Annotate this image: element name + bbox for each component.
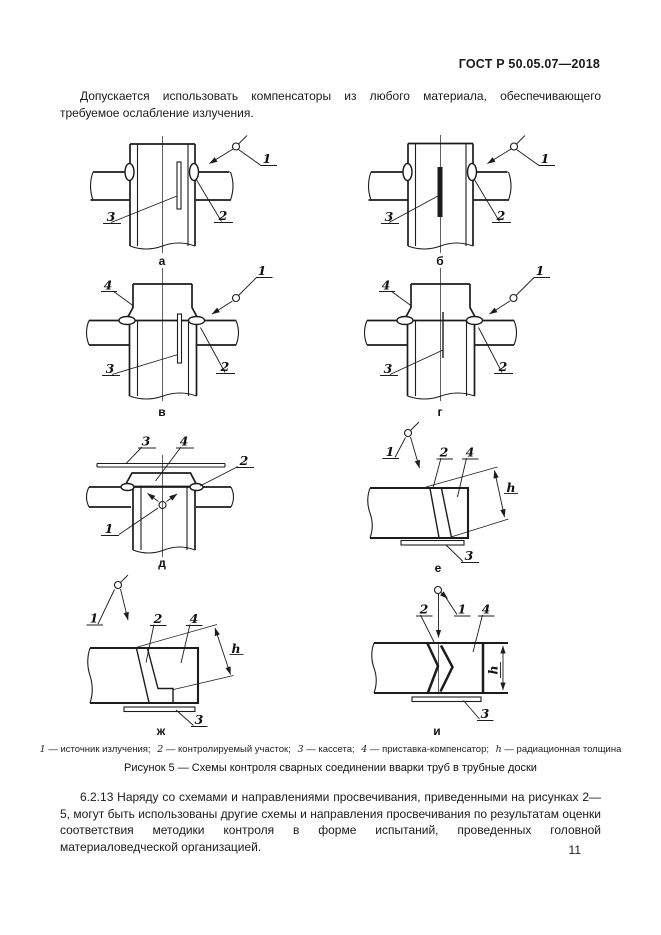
callout-cassette: 3 (464, 548, 474, 563)
leader-4 (379, 291, 412, 306)
radiation-source-icon (210, 136, 248, 164)
radiation-source-icon (405, 422, 420, 468)
callout-section: 2 (153, 611, 163, 626)
leader-4 (181, 625, 203, 664)
callout-cassette: 3 (384, 209, 394, 224)
cassette (401, 541, 464, 546)
cassette (124, 707, 195, 712)
panel-i (372, 587, 508, 739)
tube-and-plate (91, 136, 234, 253)
callout-cassette: 3 (141, 433, 151, 449)
callout-cassette: 3 (194, 712, 204, 727)
cassette (177, 162, 181, 209)
callout-section: 2 (419, 601, 429, 617)
panel-label-b: б (436, 254, 444, 268)
callout-section: 2 (220, 359, 230, 374)
tube-board-block (368, 488, 468, 538)
legend-symbol: 2 (157, 744, 164, 755)
callout-section: 2 (498, 359, 508, 374)
callout-compensator: 4 (189, 611, 199, 626)
legend-symbol: 4 (361, 744, 368, 755)
callout-source: 1 (262, 151, 272, 166)
callout-section: 2 (496, 208, 506, 223)
panel-label-i: и (433, 724, 441, 738)
callout-compensator: 4 (481, 601, 491, 617)
legend-text: — радиационная толщина (504, 744, 622, 755)
panel-label-g: г (437, 405, 443, 419)
callout-cassette: 3 (480, 706, 490, 721)
panel-label-e: е (434, 561, 442, 575)
callout-section: 2 (218, 208, 228, 223)
panel-label-zh: ж (156, 724, 166, 738)
legend-item (40, 744, 151, 755)
standard-number: ГОСТ Р 50.05.07—2018 (458, 57, 600, 71)
callout-cassette: 3 (105, 361, 115, 376)
callout-compensator: 4 (465, 444, 475, 460)
leader-1 (516, 278, 550, 296)
callout-thickness: h (231, 641, 241, 656)
cassette (178, 314, 182, 363)
callout-source: 1 (535, 263, 545, 278)
radiation-source-icon (490, 295, 518, 315)
callout-thickness: h (506, 480, 516, 495)
leader-2 (200, 467, 254, 487)
callout-section: 2 (239, 453, 249, 468)
legend-item (157, 744, 291, 755)
cassette (438, 167, 443, 217)
panel-g (365, 263, 551, 419)
tube-board-block (88, 648, 198, 703)
panel-a (91, 136, 278, 269)
leader-2 (201, 328, 236, 374)
callout-section: 2 (439, 444, 449, 460)
figure-caption: Рисунок 5 — Схемы контроля сварных соединении вварки труб в трубные доски (124, 762, 537, 774)
callout-thickness: h (485, 665, 501, 675)
legend-item (298, 744, 355, 755)
callout-source: 1 (257, 263, 267, 278)
panel-label-a: а (158, 254, 166, 268)
callout-cassette: 3 (106, 209, 116, 224)
leader-3 (127, 447, 157, 463)
compensator-funnel (125, 473, 198, 487)
callout-compensator: 4 (103, 277, 113, 293)
leader-3 (446, 545, 480, 563)
page-number: 11 (568, 843, 581, 857)
panel-v (87, 263, 273, 419)
legend-item (361, 744, 489, 755)
legend-text: — контролируемый участок; (165, 744, 291, 755)
radiation-source-icon (488, 136, 526, 164)
callout-source: 1 (457, 601, 467, 617)
leader-2 (433, 458, 453, 488)
cassette (412, 697, 481, 702)
panel-label-d: д (158, 556, 166, 570)
thickness-dimension (501, 646, 504, 690)
callout-source: 1 (385, 444, 395, 459)
panel-e (368, 422, 518, 575)
tube-and-plate (87, 455, 234, 557)
callout-source: 1 (104, 521, 114, 536)
body-paragraph: 6.2.13 Наряду со схемами и направлениями просвечивания, приведенными на рисунках 2—5, могут быть использованы другие схемы и направления просвечивания по результатам оценки соответствия методики контроля в форме испытаний, проведенных головной материаловедческой организацией. (60, 790, 601, 854)
cassette-film (97, 464, 225, 468)
callout-source: 1 (540, 151, 550, 166)
legend-symbol: 1 (39, 744, 46, 755)
leader-2 (479, 328, 514, 374)
callout-compensator: 4 (179, 433, 189, 449)
legend-symbol: h (495, 744, 502, 755)
legend-text: — кассета; (306, 744, 355, 755)
leader-4 (101, 291, 134, 306)
radiation-source-icon (435, 587, 448, 638)
radiation-source-icon (212, 295, 240, 315)
callout-source: 1 (89, 610, 99, 626)
callout-cassette: 3 (383, 361, 393, 376)
panel-d (87, 434, 255, 571)
legend-text: — приставка-компенсатор; (369, 744, 489, 755)
panel-label-v: в (158, 405, 166, 419)
figure-legend (0, 744, 661, 755)
leader-1 (239, 278, 273, 296)
legend-item (496, 744, 622, 755)
panel-b (369, 135, 556, 268)
callout-compensator: 4 (381, 277, 391, 293)
intro-paragraph: Допускается использовать компенсаторы из любого материала, обеспечивающего требуемое ослабление излучения. (60, 89, 601, 120)
panel-zh (87, 575, 244, 738)
legend-text: — источник излучения; (48, 744, 151, 755)
radiation-source-icon (115, 575, 129, 620)
leader-2 (416, 615, 434, 642)
legend-symbol: 3 (297, 744, 304, 755)
